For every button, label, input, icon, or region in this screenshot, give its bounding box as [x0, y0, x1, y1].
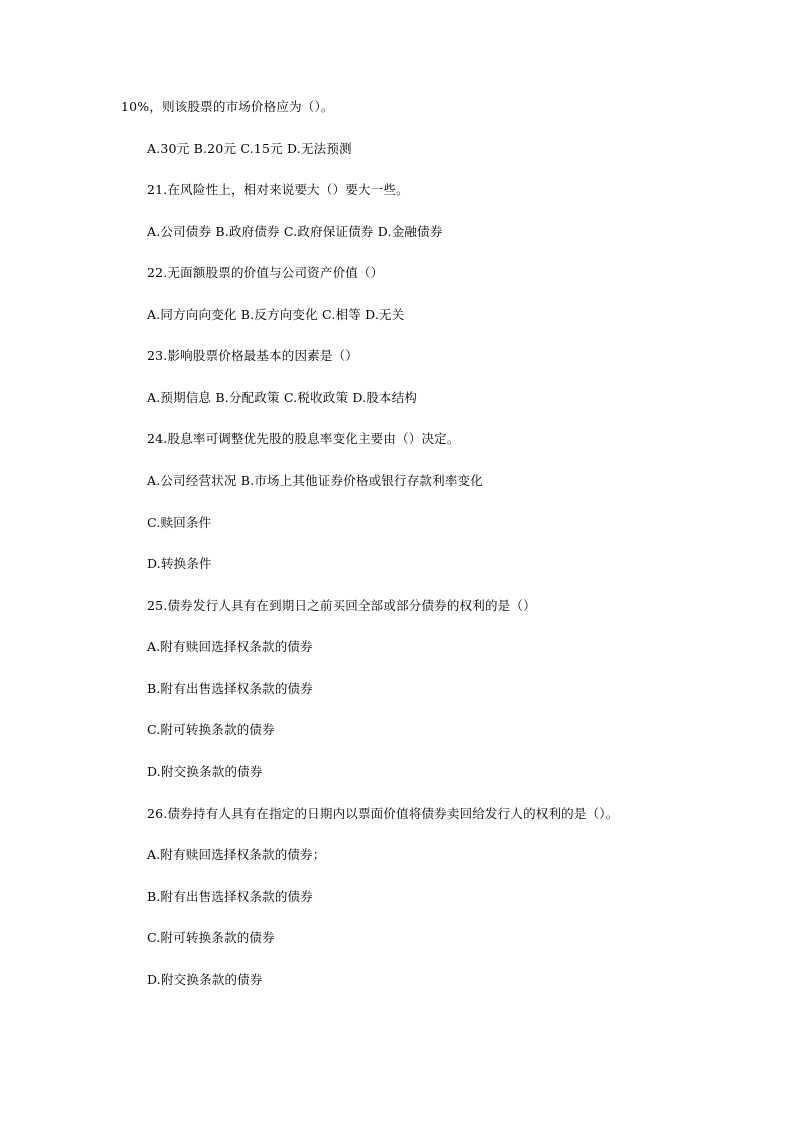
question-23-stem: 23.影响股票价格最基本的因素是（） [147, 348, 358, 363]
question-23-options: A.预期信息 B.分配政策 C.税收政策 D.股本结构 [147, 390, 418, 405]
question-25-option-a: A.附有赎回选择权条款的债券 [147, 639, 313, 654]
question-25-option-b: B.附有出售选择权条款的债券 [147, 681, 313, 696]
question-20-continuation: 10%，则该股票的市场价格应为（）。 [121, 99, 334, 114]
question-25-option-c: C.附可转换条款的债券 [147, 722, 275, 737]
question-21-stem: 21.在风险性上，相对来说要大（）要大一些。 [147, 182, 409, 197]
question-25-option-d: D.附交换条款的债券 [147, 764, 263, 779]
question-22-stem: 22.无面额股票的价值与公司资产价值（） [147, 265, 384, 280]
question-26-option-b: B.附有出售选择权条款的债券 [147, 889, 313, 904]
question-24-option-c: C.赎回条件 [147, 515, 212, 530]
question-24-stem: 24.股息率可调整优先股的股息率变化主要由（）决定。 [147, 431, 460, 446]
question-26-stem: 26.债券持有人具有在指定的日期内以票面价值将债券卖回给发行人的权利的是（）。 [147, 806, 619, 821]
question-26-option-a: A.附有赎回选择权条款的债券； [147, 847, 326, 862]
question-22-options: A.同方向向变化 B.反方向变化 C.相等 D.无关 [147, 307, 405, 322]
question-24-option-d: D.转换条件 [147, 556, 212, 571]
question-20-options: A.30元 B.20元 C.15元 D.无法预测 [147, 141, 352, 156]
question-26-option-c: C.附可转换条款的债券 [147, 930, 275, 945]
question-25-stem: 25.债券发行人具有在到期日之前买回全部或部分债券的权利的是（） [147, 598, 536, 613]
question-26-option-d: D.附交换条款的债券 [147, 972, 263, 987]
question-21-options: A.公司债券 B.政府债券 C.政府保证债券 D.金融债券 [147, 224, 443, 239]
question-24-options-ab: A.公司经营状况 B.市场上其他证券价格或银行存款利率变化 [147, 473, 483, 488]
